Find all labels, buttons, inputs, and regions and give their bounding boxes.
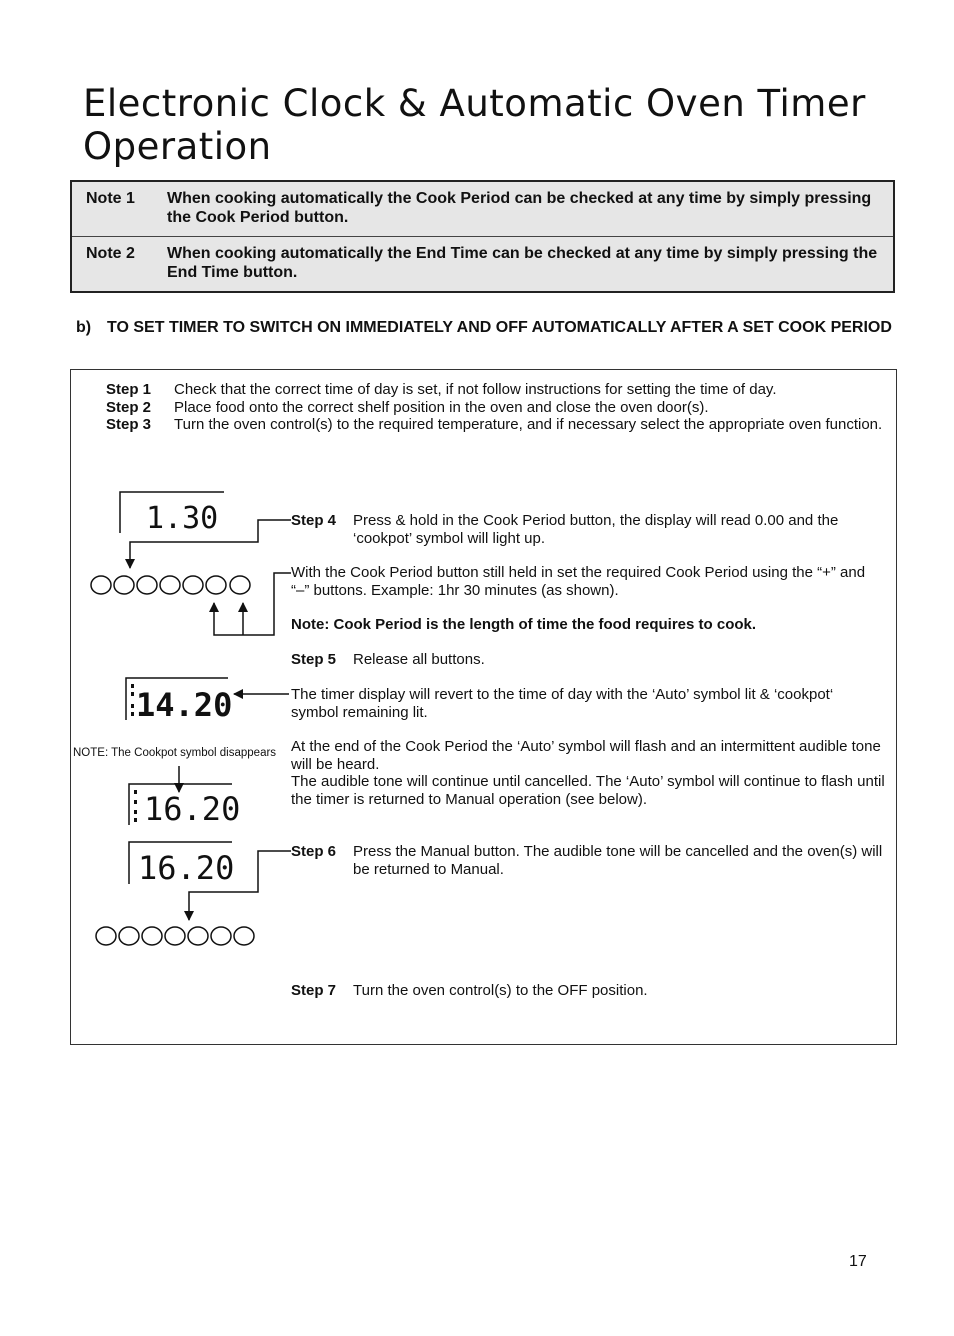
button-icon	[183, 576, 203, 594]
section-letter: b)	[76, 319, 92, 336]
step-text: Press the Manual button. The audible tone will be cancelled and the oven(s) will be returned to Manual.	[353, 843, 883, 878]
timer-display	[126, 678, 232, 724]
step-text: Place food onto the correct shelf position in the oven and close the oven door(s).	[174, 398, 709, 416]
step-label: Step 3	[106, 416, 152, 433]
button-icon	[114, 576, 134, 594]
step-label: Step 1	[106, 381, 152, 398]
step-5-end: At the end of the Cook Period the ‘Auto’ symbol will flash and an intermittent audible tone will be heard.	[291, 738, 881, 773]
section-title: TO SET TIMER TO SWITCH ON IMMEDIATELY AND OFF AUTOMATICALLY AFTER A SET COOK PERIOD	[107, 319, 892, 336]
button-icon	[96, 927, 116, 945]
step-text: Release all buttons.	[353, 651, 485, 668]
note-text: When cooking automatically the Cook Period can be checked at any time by simply pressing the Cook Period button.	[167, 190, 872, 226]
timer-display	[129, 842, 234, 887]
button-icon	[137, 576, 157, 594]
button-icon	[165, 927, 185, 945]
note-text: When cooking automatically the End Time can be checked at any time by simply pressing the End Time button.	[167, 245, 878, 281]
button-icon	[188, 927, 208, 945]
step-text: Turn the oven control(s) to the OFF position.	[353, 982, 648, 999]
timer-display	[129, 784, 240, 828]
button-icon	[119, 927, 139, 945]
button-icon	[206, 576, 226, 594]
display-readout: 1.30	[146, 501, 219, 536]
button-icon	[142, 927, 162, 945]
page-number: 17	[849, 1253, 867, 1270]
step-4-detail: With the Cook Period button still held in set the required Cook Period using the “+” and “–” buttons. Example: 1hr 30 minutes (as shown).	[291, 564, 866, 599]
timer-display	[120, 492, 224, 536]
step-text: Check that the correct time of day is set, if not follow instructions for setting the time of day.	[174, 381, 777, 398]
step-text: Press & hold in the Cook Period button, the display will read 0.00 and the ‘cookpot’ symbol will light up.	[353, 512, 839, 547]
step-label: Step 4	[291, 512, 337, 529]
display-readout: 16.20	[144, 790, 241, 828]
display-readout: 14.20	[136, 686, 233, 724]
note-label: Note 2	[86, 245, 135, 262]
button-icon	[211, 927, 231, 945]
page-title: Electronic Clock & Automatic Oven Timer Operation	[83, 82, 866, 168]
button-row	[91, 576, 250, 594]
note-label: Note 1	[86, 190, 135, 207]
step-label: Step 7	[291, 982, 337, 999]
button-icon	[160, 576, 180, 594]
cookpot-note: NOTE: The Cookpot symbol disappears	[73, 747, 277, 759]
button-icon	[234, 927, 254, 945]
button-row	[96, 927, 254, 945]
step-5-detail: The timer display will revert to the time of day with the ‘Auto’ symbol lit & ‘cookpot‘ symbol remaining lit.	[291, 686, 834, 721]
step-label: Step 5	[291, 651, 337, 668]
step-5-tone: The audible tone will continue until cancelled. The ‘Auto’ symbol will continue to flash until the timer is returned to Manual operation (see below).	[291, 773, 885, 808]
step-text: Turn the oven control(s) to the required temperature, and if necessary select the appropriate oven function.	[174, 416, 883, 433]
cook-period-note: Note: Cook Period is the length of time the food requires to cook.	[291, 616, 757, 633]
display-readout: 16.20	[138, 849, 235, 887]
button-icon	[230, 576, 250, 594]
button-icon	[91, 576, 111, 594]
step-label: Step 2	[106, 398, 152, 416]
step-label: Step 6	[291, 843, 337, 860]
